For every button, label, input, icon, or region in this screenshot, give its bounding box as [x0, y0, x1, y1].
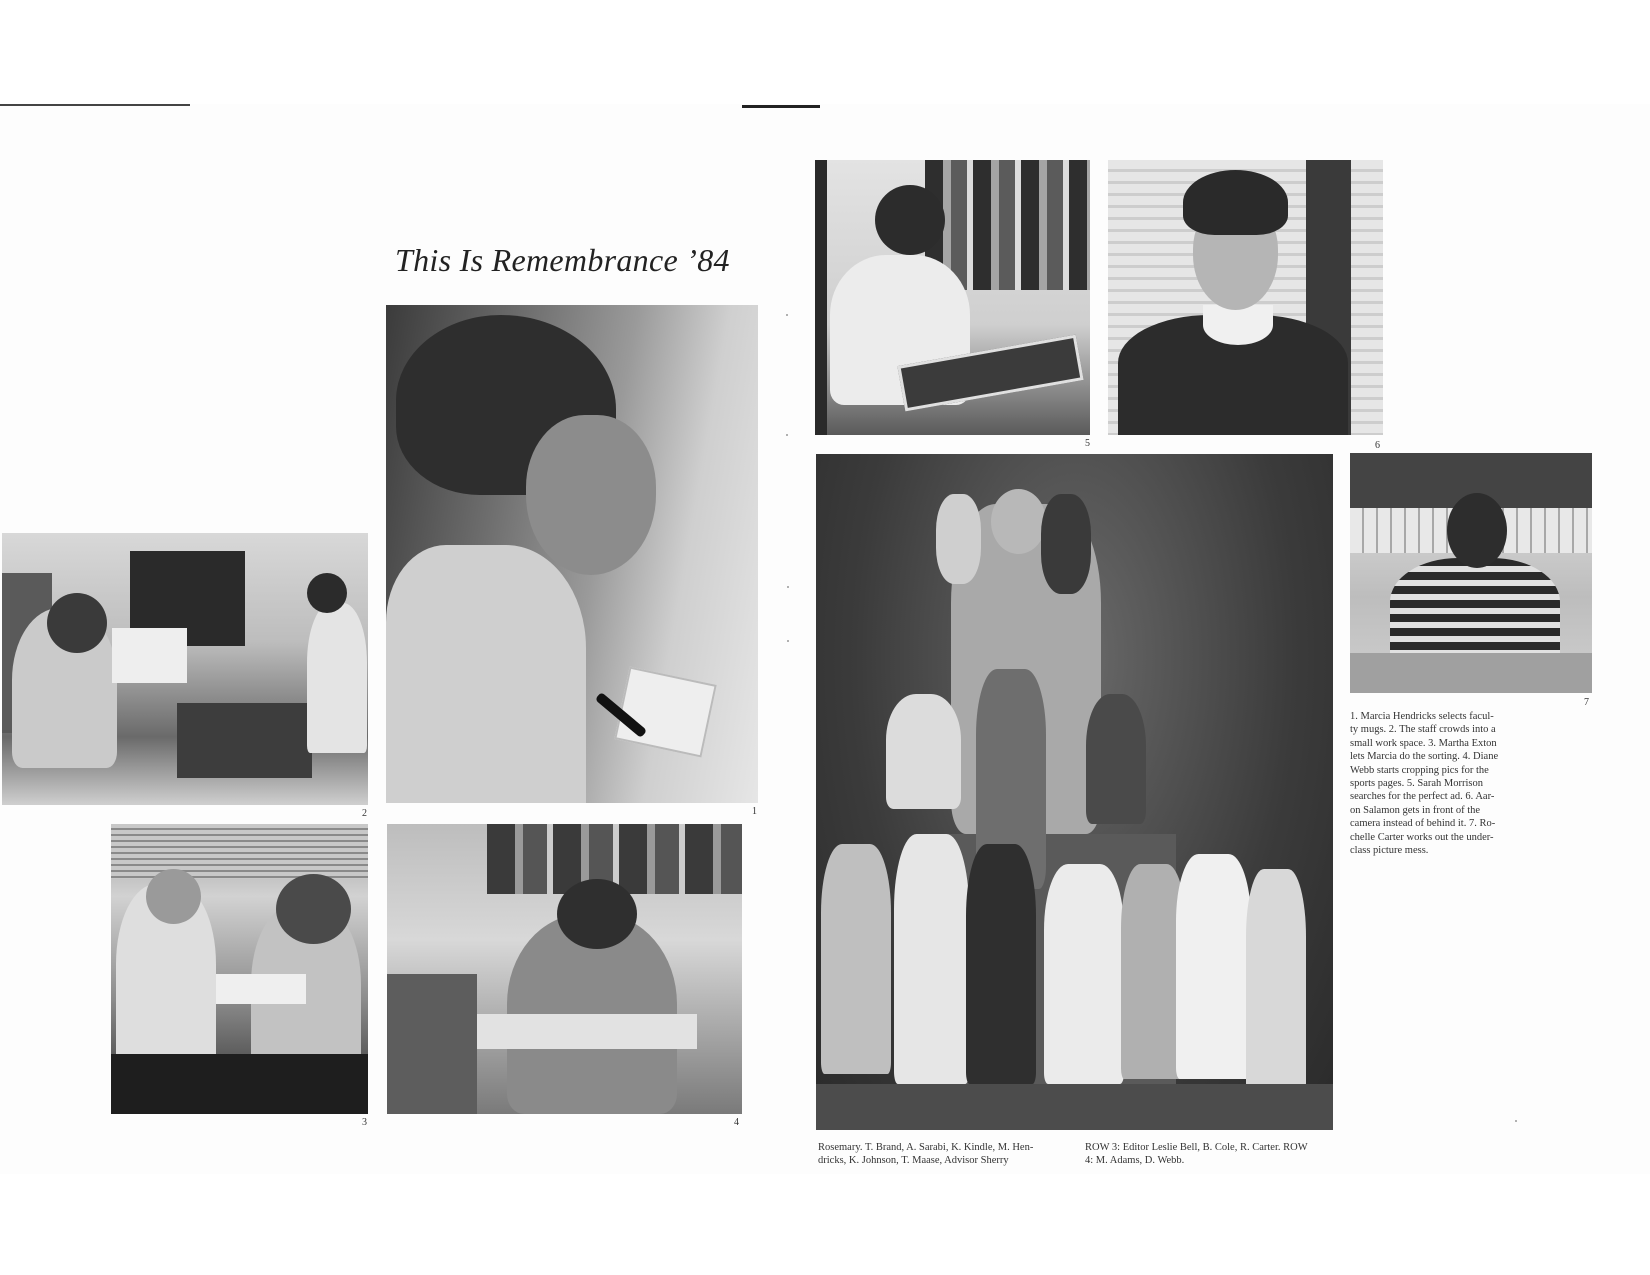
photo-3-number: 3 — [362, 1117, 367, 1128]
person-mid-left — [886, 694, 961, 809]
scan-speck — [786, 434, 788, 436]
person-top-left — [936, 494, 981, 584]
photo-1-number: 1 — [752, 806, 757, 817]
person-hair — [875, 185, 945, 255]
person-hair — [557, 879, 637, 949]
caption-line: lets Marcia do the sorting. 4. Diane — [1350, 751, 1499, 763]
statue-head — [991, 489, 1046, 554]
papers — [216, 974, 306, 1004]
photo-group — [816, 454, 1333, 1130]
scan-speck — [786, 314, 788, 316]
window-blinds — [111, 824, 368, 879]
person-right-hair — [276, 874, 351, 944]
scan-speck — [787, 586, 789, 588]
face — [1447, 493, 1507, 568]
person-top-right — [1041, 494, 1091, 594]
left-frame — [815, 160, 827, 435]
page-title: This Is Remembrance ’84 — [395, 242, 730, 278]
sweater — [386, 545, 586, 803]
top-rule-left — [0, 104, 190, 106]
papers — [112, 628, 187, 683]
caption-line: dricks, K. Johnson, T. Maase, Advisor Sherry — [818, 1155, 1009, 1167]
desk-left — [387, 974, 477, 1114]
caption-line: Rosemary. T. Brand, A. Sarabi, K. Kindle, M. Hen- — [818, 1142, 1034, 1153]
caption-line: ty mugs. 2. The staff crowds into a — [1350, 724, 1496, 736]
group-caption-left — [818, 1141, 1068, 1168]
caption-line: on Salamon gets in front of the — [1350, 804, 1481, 816]
row-front-1 — [821, 844, 891, 1074]
caption-line: sports pages. 5. Sarah Morrison — [1350, 778, 1483, 790]
row-front-7 — [1246, 869, 1306, 1094]
photo-4-number: 4 — [734, 1117, 739, 1128]
photo-1 — [386, 305, 758, 803]
person-mid-right — [1086, 694, 1146, 824]
row-front-6 — [1176, 854, 1251, 1079]
caption-line: small work space. 3. Martha Exton — [1350, 737, 1497, 749]
photo-in-hand — [614, 667, 716, 758]
top-rule-center — [742, 105, 820, 108]
photo-5-number: 5 — [1085, 438, 1090, 449]
caption-line: ROW 3: Editor Leslie Bell, B. Cole, R. Carter. ROW — [1085, 1142, 1308, 1153]
photo-6-number: 6 — [1375, 440, 1380, 451]
scan-speck — [787, 640, 789, 642]
desk — [467, 1014, 697, 1049]
caption-line: searches for the perfect ad. 6. Aar- — [1350, 791, 1495, 803]
photo-6 — [1108, 160, 1383, 435]
ground — [816, 1084, 1333, 1130]
person-left-hair — [47, 593, 107, 653]
caption-line: 1. Marcia Hendricks selects facul- — [1350, 711, 1494, 722]
photo-4 — [387, 824, 742, 1114]
person-left-hair — [146, 869, 201, 924]
row-front-3 — [966, 844, 1036, 1084]
photo-7-number: 7 — [1584, 697, 1589, 708]
desk — [1350, 653, 1592, 693]
group-caption-right — [1085, 1141, 1335, 1168]
photo-5 — [815, 160, 1090, 435]
person-right — [307, 603, 367, 753]
caption-line: 4: M. Adams, D. Webb. — [1085, 1155, 1185, 1167]
desk — [177, 703, 312, 778]
row-front-2 — [894, 834, 969, 1084]
photo-3 — [111, 824, 368, 1114]
collar — [1203, 305, 1273, 345]
row-front-4 — [1044, 864, 1124, 1084]
caption-line: Webb starts cropping pics for the — [1350, 764, 1489, 776]
photo-2 — [2, 533, 368, 805]
photo-7 — [1350, 453, 1592, 693]
caption-line: camera instead of behind it. 7. Ro- — [1350, 818, 1496, 830]
sweater — [1390, 558, 1560, 668]
photo-captions — [1350, 710, 1515, 857]
face — [526, 415, 656, 575]
scan-speck — [1515, 1120, 1517, 1122]
hair — [1183, 170, 1288, 235]
caption-line: class picture mess. — [1350, 845, 1429, 857]
legs — [111, 1054, 368, 1114]
caption-line: chelle Carter works out the under- — [1350, 831, 1494, 843]
person-right-hair — [307, 573, 347, 613]
photo-2-number: 2 — [362, 808, 367, 819]
